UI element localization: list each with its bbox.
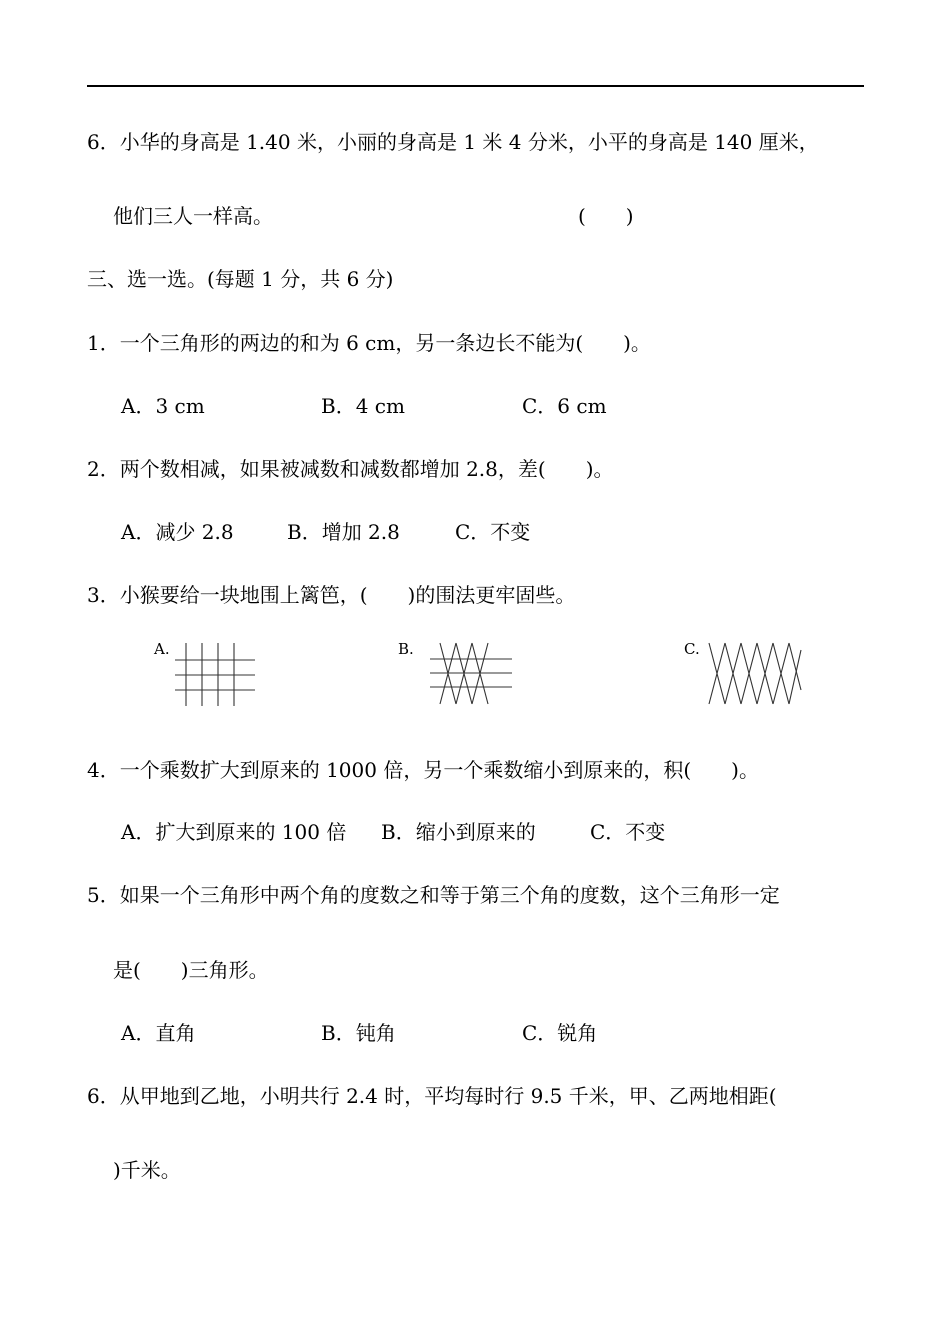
q5-option-a[interactable]: A．直角 bbox=[121, 1021, 196, 1045]
q4-option-b[interactable]: B．缩小到原来的 bbox=[381, 820, 536, 844]
q1-option-c[interactable]: C．6 cm bbox=[522, 394, 607, 418]
judge-q6-line2: 他们三人一样高。 bbox=[113, 204, 273, 228]
judge-q6-line1: 6．小华的身高是 1.40 米，小丽的身高是 1 米 4 分米，小平的身高是 140 厘米， bbox=[87, 130, 819, 154]
q2-option-c[interactable]: C．不变 bbox=[455, 520, 531, 544]
q4-text: 4．一个乘数扩大到原来的 1000 倍，另一个乘数缩小到原来的，积( )。 bbox=[87, 758, 759, 782]
q3-text: 3．小猴要给一块地围上篱笆，( )的围法更牢固些。 bbox=[87, 583, 576, 607]
header-rule bbox=[87, 85, 864, 87]
q1-text: 1．一个三角形的两边的和为 6 cm，另一条边长不能为( )。 bbox=[87, 331, 651, 355]
q2-text: 2．两个数相减，如果被减数和减数都增加 2.8，差( )。 bbox=[87, 457, 614, 481]
q2-option-a[interactable]: A．减少 2.8 bbox=[121, 520, 234, 544]
fence-c-zigzag-figure[interactable] bbox=[705, 640, 805, 710]
q5-line1: 5．如果一个三角形中两个角的度数之和等于第三个角的度数，这个三角形一定 bbox=[87, 883, 780, 907]
q4-option-a[interactable]: A．扩大到原来的 100 倍 bbox=[121, 820, 347, 844]
q1-option-a[interactable]: A．3 cm bbox=[121, 394, 205, 418]
q2-option-b[interactable]: B．增加 2.8 bbox=[287, 520, 400, 544]
section3-title: 三、选一选。(每题 1 分，共 6 分) bbox=[87, 267, 394, 291]
q5-line2: 是( )三角形。 bbox=[113, 958, 269, 982]
q5-option-c[interactable]: C．锐角 bbox=[522, 1021, 598, 1045]
fence-a-label[interactable]: A. bbox=[154, 640, 170, 658]
q5-option-b[interactable]: B．钝角 bbox=[321, 1021, 396, 1045]
fence-a-grid-figure[interactable] bbox=[170, 640, 260, 710]
judge-q6-answer-paren[interactable]: ( ) bbox=[578, 204, 634, 228]
q4-option-c[interactable]: C．不变 bbox=[590, 820, 666, 844]
fence-b-cross-figure[interactable] bbox=[428, 640, 518, 710]
q6-line1: 6．从甲地到乙地，小明共行 2.4 时，平均每时行 9.5 千米，甲、乙两地相距( bbox=[87, 1084, 777, 1108]
q6-line2: )千米。 bbox=[113, 1158, 181, 1182]
fence-b-label[interactable]: B. bbox=[398, 640, 414, 658]
fence-c-label[interactable]: C. bbox=[684, 640, 700, 658]
q1-option-b[interactable]: B．4 cm bbox=[321, 394, 405, 418]
